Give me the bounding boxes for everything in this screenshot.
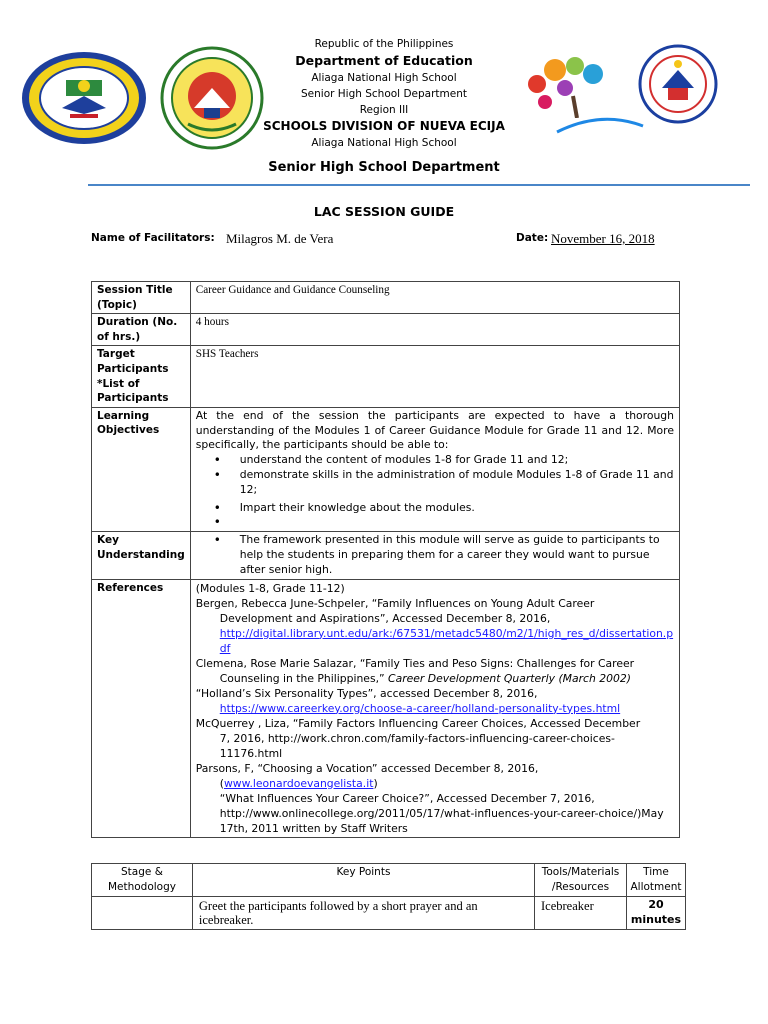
participants-label: Target Participants *List of Participants xyxy=(92,346,191,407)
reference-bergen-2: Development and Aspirations”, Accessed December 8, 2016, xyxy=(219,611,551,625)
facilitator-line xyxy=(91,232,691,244)
duration-value: 4 hours xyxy=(190,314,679,346)
reference-holland: “Holland’s Six Personality Types”, accessed December 8, 2016, xyxy=(195,686,538,700)
reference-clemena-2 xyxy=(196,671,674,686)
header-shs: Senior High School Department xyxy=(301,88,467,100)
reference-link-unt[interactable]: http://digital.library.unt.edu/ark:/67531/metadc5480/m2/1/high_res_d/dissertation.pdf xyxy=(219,626,674,655)
objectives-label: Learning Objectives xyxy=(92,407,191,532)
column-header-tools: Tools/Materials /Resources xyxy=(535,864,627,897)
letterhead xyxy=(0,36,768,186)
reference-mcquerrey: McQuerrey , Liza, “Family Factors Influencing Career Choices, Accessed December xyxy=(195,716,641,730)
column-header-stage: Stage & Methodology xyxy=(92,864,193,897)
aliaga-school-seal-icon xyxy=(20,50,148,146)
session-title-value: Career Guidance and Guidance Counseling xyxy=(190,282,679,314)
list-item: • understand the content of modules 1-8 for Grade 11 and 12; xyxy=(196,453,674,468)
header-divider xyxy=(88,184,750,186)
list-item: • Impart their knowledge about the modules. xyxy=(196,501,674,516)
header-deped: Department of Education xyxy=(295,53,473,68)
reference-influences-2: http://www.onlinecollege.org/2011/05/17/what-influences-your-career-choice/)May 17th, 2011 written by Staff Writers xyxy=(219,806,664,835)
session-title-label: Session Title (Topic) xyxy=(92,282,191,314)
objectives-intro: At the end of the session the participants are expected to have a thorough understanding of the Modules 1 of Career Guidance Module for Grade 11 and 12. More specifically, the participants should be able to: xyxy=(195,408,674,452)
reference-parsons-2 xyxy=(196,776,674,791)
facilitators-value: Milagros M. de Vera xyxy=(226,231,334,246)
objectives-list xyxy=(196,453,674,530)
cell-stage xyxy=(92,897,193,930)
reference-bergen: Bergen, Rebecca June-Schpeler, “Family Influences on Young Adult Career xyxy=(195,596,595,610)
department-heading: Senior High School Department xyxy=(268,160,500,175)
session-table xyxy=(91,281,680,838)
reference-clemena-journal: Career Development Quarterly (March 2002) xyxy=(388,671,631,685)
objectives-cell xyxy=(190,407,679,532)
list-item: • The framework presented in this module will serve as guide to participants to help the students in preparing them for a career they would want to pursue after senior high. xyxy=(196,533,674,577)
header-school: Aliaga National High School xyxy=(311,72,457,84)
reference-influences: “What Influences Your Career Choice?”, Accessed December 7, 2016, xyxy=(219,791,595,805)
participants-value: SHS Teachers xyxy=(190,346,679,407)
table-row xyxy=(92,897,686,930)
list-item: • demonstrate skills in the administration of module Modules 1-8 of Grade 11 and 12; xyxy=(196,468,674,498)
reference-link-careerkey[interactable]: https://www.careerkey.org/choose-a-career/holland-personality-types.html xyxy=(219,701,621,715)
key-understanding-label: Key Understanding xyxy=(92,532,191,579)
table-row xyxy=(92,346,680,407)
header-division: SCHOOLS DIVISION OF NUEVA ECIJA xyxy=(263,119,505,133)
header-republic: Republic of the Philippines xyxy=(314,38,454,50)
reference-link-leonardo[interactable]: www.leonardoevangelista.it xyxy=(223,776,374,790)
cell-time: 20 minutes xyxy=(626,897,685,930)
key-understanding-list xyxy=(196,533,674,577)
table-row xyxy=(92,407,680,532)
header-school-2: Aliaga National High School xyxy=(311,137,457,149)
references-label: References xyxy=(92,579,191,837)
references-cell xyxy=(190,579,679,837)
duration-label: Duration (No. of hrs.) xyxy=(92,314,191,346)
table-row xyxy=(92,579,680,837)
paren-open: ( xyxy=(219,776,224,790)
cell-tools: Icebreaker xyxy=(535,897,627,930)
table-row xyxy=(92,282,680,314)
reference-clemena-text: Counseling in the Philippines,” xyxy=(219,671,385,685)
cell-key-points: Greet the participants followed by a short prayer and an icebreaker. xyxy=(192,897,534,930)
column-header-key-points: Key Points xyxy=(192,864,534,897)
date-label: Date: xyxy=(516,232,549,244)
date-value: November 16, 2018 xyxy=(551,231,655,246)
table-row xyxy=(92,314,680,346)
paren-close: ) xyxy=(373,776,378,790)
session-plan-table xyxy=(91,863,686,930)
greater-heights-logo-icon xyxy=(515,46,645,138)
reference-parsons: Parsons, F, “Choosing a Vocation” accessed December 8, 2016, xyxy=(195,761,539,775)
list-item xyxy=(196,515,674,530)
reference-mcquerrey-2: 7, 2016, http://work.chron.com/family-factors-influencing-career-choices-11176.html xyxy=(219,731,615,760)
reference-modules: (Modules 1-8, Grade 11-12) xyxy=(195,581,345,595)
column-header-time: Time Allotment xyxy=(626,864,685,897)
kagawaran-seal-icon xyxy=(638,44,718,124)
facilitators-label: Name of Facilitators: xyxy=(91,232,215,244)
table-header-row xyxy=(92,864,686,897)
header-region: Region III xyxy=(359,104,409,116)
table-row xyxy=(92,532,680,579)
document-title: LAC SESSION GUIDE xyxy=(313,204,455,219)
reference-clemena: Clemena, Rose Marie Salazar, “Family Ties and Peso Signs: Challenges for Career xyxy=(195,656,635,670)
key-understanding-cell xyxy=(190,532,679,579)
